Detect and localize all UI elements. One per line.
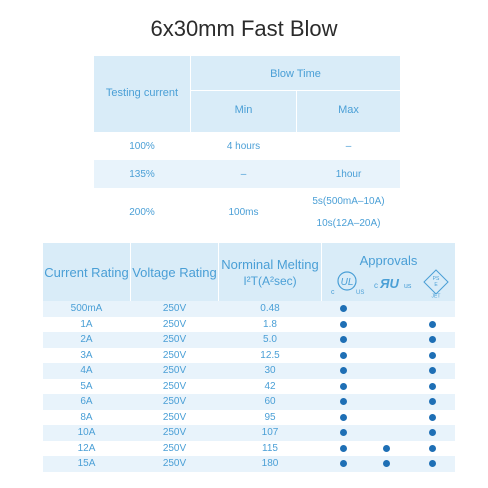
svg-text:UL: UL xyxy=(340,277,354,288)
ul-approval-dot xyxy=(340,321,347,328)
voltage-rating-cell: 250V xyxy=(162,349,187,361)
ul-approval-dot xyxy=(340,305,347,312)
pse-approval-dot xyxy=(429,398,436,405)
svg-text:us: us xyxy=(404,283,412,290)
svg-text:JET: JET xyxy=(431,293,441,298)
ratings-table xyxy=(43,243,455,472)
i2t-cell: 30 xyxy=(264,365,276,376)
current-rating-cell: 15A xyxy=(77,458,96,469)
current-rating-cell: 6A xyxy=(80,396,93,407)
i2t-cell: 60 xyxy=(264,396,276,407)
i2t-cell: 5.0 xyxy=(263,334,277,345)
testing-table xyxy=(94,56,400,240)
table-row xyxy=(43,441,455,457)
max-cell: 5s(500mA–10A) xyxy=(312,196,385,207)
pse-approval-dot xyxy=(429,445,436,452)
ur-approval-dot xyxy=(383,460,390,467)
testing-row xyxy=(94,132,400,160)
current-rating-header: Current Rating xyxy=(44,265,129,280)
table-row xyxy=(43,363,455,379)
max-cell: – xyxy=(345,141,352,152)
testing-row xyxy=(94,160,400,188)
voltage-rating-cell: 250V xyxy=(162,365,187,376)
voltage-rating-cell: 250V xyxy=(162,303,187,314)
table-row xyxy=(43,332,455,348)
pse-approval-dot xyxy=(429,321,436,328)
i2t-cell: 1.8 xyxy=(263,318,277,330)
ul-approval-dot xyxy=(340,414,347,421)
i2t-cell: 180 xyxy=(261,458,279,469)
ul-approval-dot xyxy=(340,429,347,436)
current-rating-cell: 4A xyxy=(80,365,93,376)
table-row xyxy=(43,394,455,410)
table-row xyxy=(43,425,455,441)
current-rating-cell: 2A xyxy=(80,334,93,345)
voltage-rating-cell: 250V xyxy=(162,427,187,438)
svg-text:PS: PS xyxy=(432,276,440,282)
pse-approval-dot xyxy=(429,336,436,343)
testing-row xyxy=(94,188,400,240)
ur-approval-dot xyxy=(383,445,390,452)
voltage-rating-header: Voltage Rating xyxy=(132,265,217,280)
testing-table-header xyxy=(94,56,400,132)
max-cell: 1hour xyxy=(335,169,362,180)
ul-approval-dot xyxy=(340,336,347,343)
ul-listed-icon xyxy=(327,269,367,297)
table-row xyxy=(43,410,455,426)
svg-text:ЯU: ЯU xyxy=(380,276,399,291)
current-rating-cell: 12A xyxy=(77,442,96,454)
i2t-header: I²T(A²sec) xyxy=(243,274,297,288)
table-row xyxy=(43,456,455,472)
testing-current-cell: 135% xyxy=(129,169,155,180)
table-row xyxy=(43,301,455,317)
ul-approval-dot xyxy=(340,383,347,390)
pse-approval-dot xyxy=(429,383,436,390)
i2t-cell: 0.48 xyxy=(260,303,280,314)
voltage-rating-cell: 250V xyxy=(162,411,187,423)
current-rating-cell: 500mA xyxy=(70,303,103,314)
i2t-cell: 115 xyxy=(262,442,278,454)
pse-approval-dot xyxy=(429,367,436,374)
pse-approval-dot xyxy=(429,414,436,421)
svg-text:E: E xyxy=(434,282,438,288)
ul-approval-dot xyxy=(340,398,347,405)
table-row xyxy=(43,348,455,364)
page-title: 6x30mm Fast Blow xyxy=(150,16,338,41)
voltage-rating-cell: 250V xyxy=(162,380,187,392)
voltage-rating-cell: 250V xyxy=(162,458,187,469)
svg-text:US: US xyxy=(356,290,365,296)
i2t-cell: 42 xyxy=(264,380,276,392)
min-cell: 4 hours xyxy=(226,141,261,152)
melting-header: Norminal Melting xyxy=(221,257,319,272)
testing-current-cell: 100% xyxy=(129,141,155,152)
current-rating-cell: 10A xyxy=(77,427,96,438)
current-rating-cell: 1A xyxy=(80,318,93,330)
voltage-rating-cell: 250V xyxy=(162,318,187,330)
ratings-table-header xyxy=(43,243,455,301)
testing-current-header: Testing current xyxy=(105,87,179,99)
svg-text:c: c xyxy=(331,289,335,296)
table-row xyxy=(43,379,455,395)
i2t-cell: 95 xyxy=(264,411,276,423)
approvals-header: Approvals xyxy=(359,253,418,268)
divider xyxy=(321,243,322,301)
testing-current-cell: 200% xyxy=(129,207,155,218)
current-rating-cell: 3A xyxy=(80,349,93,361)
voltage-rating-cell: 250V xyxy=(162,442,187,454)
ul-approval-dot xyxy=(340,367,347,374)
ul-approval-dot xyxy=(340,445,347,452)
min-cell: 100ms xyxy=(228,207,259,218)
current-rating-cell: 8A xyxy=(80,411,93,423)
voltage-rating-cell: 250V xyxy=(162,396,187,407)
pse-approval-dot xyxy=(429,429,436,436)
ul-approval-dot xyxy=(340,352,347,359)
max-header: Max xyxy=(338,104,359,116)
pse-approval-dot xyxy=(429,352,436,359)
current-rating-cell: 5A xyxy=(80,380,93,392)
ul-recognized-icon xyxy=(373,273,417,293)
pse-approval-dot xyxy=(429,460,436,467)
divider xyxy=(218,243,219,301)
blow-time-header: Blow Time xyxy=(270,68,321,80)
pse-jet-icon xyxy=(421,268,451,298)
ul-approval-dot xyxy=(340,460,347,467)
i2t-cell: 12.5 xyxy=(260,349,280,361)
svg-text:c: c xyxy=(374,281,378,290)
min-cell: – xyxy=(240,169,247,180)
table-row xyxy=(43,317,455,333)
voltage-rating-cell: 250V xyxy=(162,334,187,345)
ratings-rows xyxy=(43,301,455,472)
min-header: Min xyxy=(234,104,253,116)
i2t-cell: 107 xyxy=(261,427,279,438)
max-cell: 10s(12A–20A) xyxy=(316,218,381,229)
